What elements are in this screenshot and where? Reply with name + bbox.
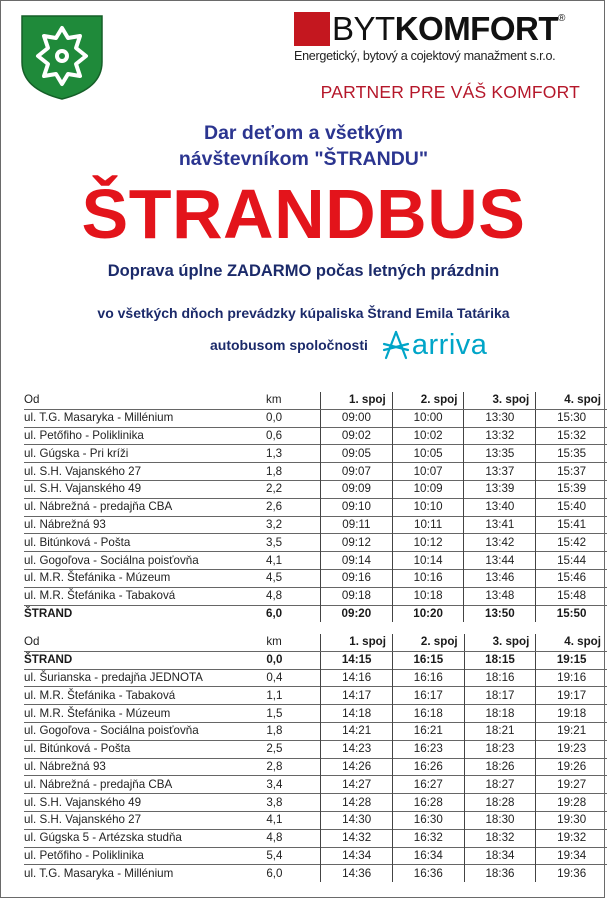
departure-time-trip-1: 14:17 — [321, 687, 393, 705]
departure-time-trip-3: 18:21 — [464, 722, 536, 740]
departure-time-trip-1: 09:18 — [321, 587, 393, 605]
departure-time-trip-2: 16:18 — [392, 705, 464, 723]
stop-name: ul. Nábrežná 93 — [24, 516, 250, 534]
header-from: Od — [24, 634, 250, 651]
table-row — [24, 498, 607, 516]
departure-time-trip-3: 13:37 — [464, 463, 536, 481]
departure-time-trip-3: 13:35 — [464, 445, 536, 463]
departure-time-trip-4: 15:44 — [536, 552, 607, 570]
distance-km: 4,8 — [250, 587, 321, 605]
logo-wordmark: BYTKOMFORT® — [332, 10, 565, 47]
stop-name: ul. Bitúnková - Pošta — [24, 740, 250, 758]
departure-time-trip-1: 09:09 — [321, 480, 393, 498]
header-trip-4: 4. spoj — [536, 634, 607, 651]
departure-time-trip-1: 09:07 — [321, 463, 393, 481]
departure-time-trip-1: 14:27 — [321, 776, 393, 794]
stop-name: ul. Bitúnková - Pošta — [24, 534, 250, 552]
departure-time-trip-2: 16:16 — [392, 669, 464, 687]
distance-km: 0,0 — [250, 409, 321, 427]
departure-time-trip-1: 14:36 — [321, 865, 393, 882]
departure-time-trip-4: 15:37 — [536, 463, 607, 481]
departure-time-trip-1: 09:12 — [321, 534, 393, 552]
header-trip-2: 2. spoj — [392, 634, 464, 651]
distance-km: 3,5 — [250, 534, 321, 552]
departure-time-trip-1: 14:34 — [321, 847, 393, 865]
logo-subtitle: Energetický, bytový a cojektový manažment s.r.o. — [294, 49, 556, 63]
table-row — [24, 794, 607, 812]
departure-time-trip-4: 15:35 — [536, 445, 607, 463]
table-row — [24, 480, 607, 498]
distance-km: 3,4 — [250, 776, 321, 794]
header-trip-3: 3. spoj — [464, 634, 536, 651]
departure-time-trip-3: 13:32 — [464, 427, 536, 445]
distance-km: 6,0 — [250, 865, 321, 882]
departure-time-trip-2: 10:11 — [392, 516, 464, 534]
departure-time-trip-1: 14:21 — [321, 722, 393, 740]
departure-time-trip-3: 13:40 — [464, 498, 536, 516]
departure-time-trip-2: 16:28 — [392, 794, 464, 812]
departure-time-trip-4: 15:32 — [536, 427, 607, 445]
departure-time-trip-1: 14:32 — [321, 829, 393, 847]
stop-name: ul. M.R. Štefánika - Tabaková — [24, 687, 250, 705]
departure-time-trip-2: 16:23 — [392, 740, 464, 758]
departure-time-trip-1: 09:20 — [321, 605, 393, 622]
distance-km: 0,6 — [250, 427, 321, 445]
departure-time-trip-3: 18:16 — [464, 669, 536, 687]
table-row — [24, 776, 607, 794]
distance-km: 2,8 — [250, 758, 321, 776]
departure-time-trip-2: 16:21 — [392, 722, 464, 740]
operating-days-line: vo všetkých dňoch prevádzky kúpaliska Štrand Emila Tatárika — [97, 305, 510, 321]
partner-tagline: PARTNER PRE VÁŠ KOMFORT — [320, 82, 580, 102]
stop-name: ul. Gogoľova - Sociálna poisťovňa — [24, 722, 250, 740]
distance-km: 4,8 — [250, 829, 321, 847]
departure-time-trip-1: 09:14 — [321, 552, 393, 570]
departure-time-trip-4: 15:50 — [536, 605, 607, 622]
stop-name: ul. Šurianska - predajňa JEDNOTA — [24, 669, 250, 687]
table-row — [24, 705, 607, 723]
departure-time-trip-2: 10:00 — [392, 409, 464, 427]
stop-name: ul. Gogoľova - Sociálna poisťovňa — [24, 552, 250, 570]
timetable-to-strand — [24, 392, 607, 622]
departure-time-trip-4: 19:16 — [536, 669, 607, 687]
stop-name: ul. Nábrežná - predajňa CBA — [24, 498, 250, 516]
departure-time-trip-4: 15:42 — [536, 534, 607, 552]
logo-red-square — [294, 12, 330, 46]
departure-time-trip-2: 10:02 — [392, 427, 464, 445]
distance-km: 1,8 — [250, 722, 321, 740]
departure-time-trip-4: 15:30 — [536, 409, 607, 427]
stop-name: ul. S.H. Vajanského 27 — [24, 811, 250, 829]
departure-time-trip-4: 19:30 — [536, 811, 607, 829]
distance-km: 4,1 — [250, 552, 321, 570]
departure-time-trip-1: 14:30 — [321, 811, 393, 829]
table-row — [24, 865, 607, 882]
arriva-wordmark: arriva — [411, 329, 488, 361]
departure-time-trip-3: 13:48 — [464, 587, 536, 605]
bytkomfort-logo — [294, 12, 584, 63]
departure-time-trip-3: 18:27 — [464, 776, 536, 794]
timetable-body — [24, 651, 607, 882]
departure-time-trip-3: 13:50 — [464, 605, 536, 622]
departure-time-trip-1: 14:16 — [321, 669, 393, 687]
table-row — [24, 722, 607, 740]
table-row — [24, 409, 607, 427]
distance-km: 1,1 — [250, 687, 321, 705]
departure-time-trip-3: 18:18 — [464, 705, 536, 723]
stop-name: ul. M.R. Štefánika - Múzeum — [24, 569, 250, 587]
departure-time-trip-2: 10:09 — [392, 480, 464, 498]
stop-name: ul. S.H. Vajanského 49 — [24, 794, 250, 812]
departure-time-trip-4: 19:21 — [536, 722, 607, 740]
departure-time-trip-4: 19:15 — [536, 651, 607, 669]
departure-time-trip-4: 19:18 — [536, 705, 607, 723]
distance-km: 2,2 — [250, 480, 321, 498]
departure-time-trip-3: 13:41 — [464, 516, 536, 534]
departure-time-trip-4: 19:36 — [536, 865, 607, 882]
stop-name: ul. Gúgska 5 - Artézska studňa — [24, 829, 250, 847]
operator-text: autobusom spoločnosti — [210, 337, 368, 353]
departure-time-trip-3: 18:26 — [464, 758, 536, 776]
timetable-body — [24, 409, 607, 622]
departure-time-trip-3: 13:46 — [464, 569, 536, 587]
intro-line-2: návštevníkom "ŠTRANDU" — [178, 148, 429, 170]
departure-time-trip-1: 09:02 — [321, 427, 393, 445]
departure-time-trip-3: 18:32 — [464, 829, 536, 847]
departure-time-trip-4: 19:23 — [536, 740, 607, 758]
stop-name: ul. Nábrežná - predajňa CBA — [24, 776, 250, 794]
departure-time-trip-3: 13:39 — [464, 480, 536, 498]
timetable-header-row — [24, 392, 607, 409]
stop-name: ul. Gúgska - Pri kríži — [24, 445, 250, 463]
table-row — [24, 516, 607, 534]
distance-km: 5,4 — [250, 847, 321, 865]
departure-time-trip-1: 09:00 — [321, 409, 393, 427]
departure-time-trip-4: 15:40 — [536, 498, 607, 516]
distance-km: 4,1 — [250, 811, 321, 829]
departure-time-trip-2: 10:05 — [392, 445, 464, 463]
departure-time-trip-4: 15:39 — [536, 480, 607, 498]
header-trip-2: 2. spoj — [392, 392, 464, 409]
stop-name: ul. M.R. Štefánika - Múzeum — [24, 705, 250, 723]
departure-time-trip-3: 13:30 — [464, 409, 536, 427]
distance-km: 1,3 — [250, 445, 321, 463]
header-trip-1: 1. spoj — [321, 634, 393, 651]
stop-name: ul. S.H. Vajanského 27 — [24, 463, 250, 481]
departure-time-trip-4: 15:46 — [536, 569, 607, 587]
stop-name: ul. Petőfiho - Poliklinika — [24, 847, 250, 865]
departure-time-trip-1: 09:05 — [321, 445, 393, 463]
departure-time-trip-4: 19:32 — [536, 829, 607, 847]
distance-km: 3,2 — [250, 516, 321, 534]
table-row — [24, 847, 607, 865]
departure-time-trip-2: 10:18 — [392, 587, 464, 605]
departure-time-trip-4: 19:17 — [536, 687, 607, 705]
table-row — [24, 534, 607, 552]
departure-time-trip-1: 14:15 — [321, 651, 393, 669]
departure-time-trip-3: 18:34 — [464, 847, 536, 865]
distance-km: 6,0 — [250, 605, 321, 622]
departure-time-trip-2: 10:12 — [392, 534, 464, 552]
departure-time-trip-4: 19:34 — [536, 847, 607, 865]
departure-time-trip-1: 09:10 — [321, 498, 393, 516]
departure-time-trip-4: 15:41 — [536, 516, 607, 534]
headline: ŠTRANDBUS — [81, 175, 526, 253]
table-row — [24, 651, 607, 669]
departure-time-trip-3: 18:17 — [464, 687, 536, 705]
header-km: km — [250, 392, 321, 409]
arriva-mark-icon — [382, 330, 410, 360]
table-row — [24, 445, 607, 463]
table-row — [24, 552, 607, 570]
departure-time-trip-2: 10:14 — [392, 552, 464, 570]
departure-time-trip-2: 10:16 — [392, 569, 464, 587]
departure-time-trip-4: 15:48 — [536, 587, 607, 605]
distance-km: 0,4 — [250, 669, 321, 687]
departure-time-trip-1: 14:28 — [321, 794, 393, 812]
table-row — [24, 427, 607, 445]
departure-time-trip-1: 09:16 — [321, 569, 393, 587]
header-from: Od — [24, 392, 250, 409]
departure-time-trip-4: 19:26 — [536, 758, 607, 776]
departure-time-trip-2: 16:32 — [392, 829, 464, 847]
distance-km: 3,8 — [250, 794, 321, 812]
table-row — [24, 669, 607, 687]
table-row — [24, 605, 607, 622]
departure-time-trip-1: 09:11 — [321, 516, 393, 534]
departure-time-trip-4: 19:27 — [536, 776, 607, 794]
distance-km: 0,0 — [250, 651, 321, 669]
departure-time-trip-1: 14:23 — [321, 740, 393, 758]
table-row — [24, 740, 607, 758]
departure-time-trip-2: 16:26 — [392, 758, 464, 776]
free-transport-line: Doprava úplne ZADARMO počas letných prázdnin — [107, 262, 500, 280]
departure-time-trip-2: 16:27 — [392, 776, 464, 794]
distance-km: 4,5 — [250, 569, 321, 587]
departure-time-trip-3: 18:15 — [464, 651, 536, 669]
stop-name: ŠTRAND — [24, 651, 250, 669]
header-trip-3: 3. spoj — [464, 392, 536, 409]
table-row — [24, 587, 607, 605]
departure-time-trip-2: 16:17 — [392, 687, 464, 705]
departure-time-trip-2: 16:15 — [392, 651, 464, 669]
departure-time-trip-3: 18:28 — [464, 794, 536, 812]
stop-name: ul. T.G. Masaryka - Millénium — [24, 409, 250, 427]
table-row — [24, 758, 607, 776]
departure-time-trip-3: 18:36 — [464, 865, 536, 882]
arriva-logo — [382, 330, 488, 360]
departure-time-trip-2: 10:10 — [392, 498, 464, 516]
stop-name: ul. T.G. Masaryka - Millénium — [24, 865, 250, 882]
departure-time-trip-3: 18:30 — [464, 811, 536, 829]
timetable-from-strand — [24, 634, 607, 882]
header-km: km — [250, 634, 321, 651]
distance-km: 2,6 — [250, 498, 321, 516]
table-row — [24, 829, 607, 847]
departure-time-trip-2: 16:30 — [392, 811, 464, 829]
departure-time-trip-2: 16:36 — [392, 865, 464, 882]
table-row — [24, 463, 607, 481]
departure-time-trip-1: 14:26 — [321, 758, 393, 776]
intro-line-1: Dar deťom a všetkým — [203, 122, 404, 144]
departure-time-trip-2: 16:34 — [392, 847, 464, 865]
departure-time-trip-3: 13:42 — [464, 534, 536, 552]
departure-time-trip-1: 14:18 — [321, 705, 393, 723]
stop-name: ul. S.H. Vajanského 49 — [24, 480, 250, 498]
departure-time-trip-4: 19:28 — [536, 794, 607, 812]
header-trip-4: 4. spoj — [536, 392, 607, 409]
departure-time-trip-3: 13:44 — [464, 552, 536, 570]
stop-name: ŠTRAND — [24, 605, 250, 622]
operator-row — [210, 330, 487, 360]
timetable-header-row — [24, 634, 607, 651]
distance-km: 2,5 — [250, 740, 321, 758]
distance-km: 1,5 — [250, 705, 321, 723]
departure-time-trip-2: 10:20 — [392, 605, 464, 622]
stop-name: ul. M.R. Štefánika - Tabaková — [24, 587, 250, 605]
stop-name: ul. Nábrežná 93 — [24, 758, 250, 776]
distance-km: 1,8 — [250, 463, 321, 481]
table-row — [24, 811, 607, 829]
departure-time-trip-3: 18:23 — [464, 740, 536, 758]
stop-name: ul. Petőfiho - Poliklinika — [24, 427, 250, 445]
town-crest-icon — [20, 14, 104, 100]
header-trip-1: 1. spoj — [321, 392, 393, 409]
table-row — [24, 569, 607, 587]
departure-time-trip-2: 10:07 — [392, 463, 464, 481]
table-row — [24, 687, 607, 705]
